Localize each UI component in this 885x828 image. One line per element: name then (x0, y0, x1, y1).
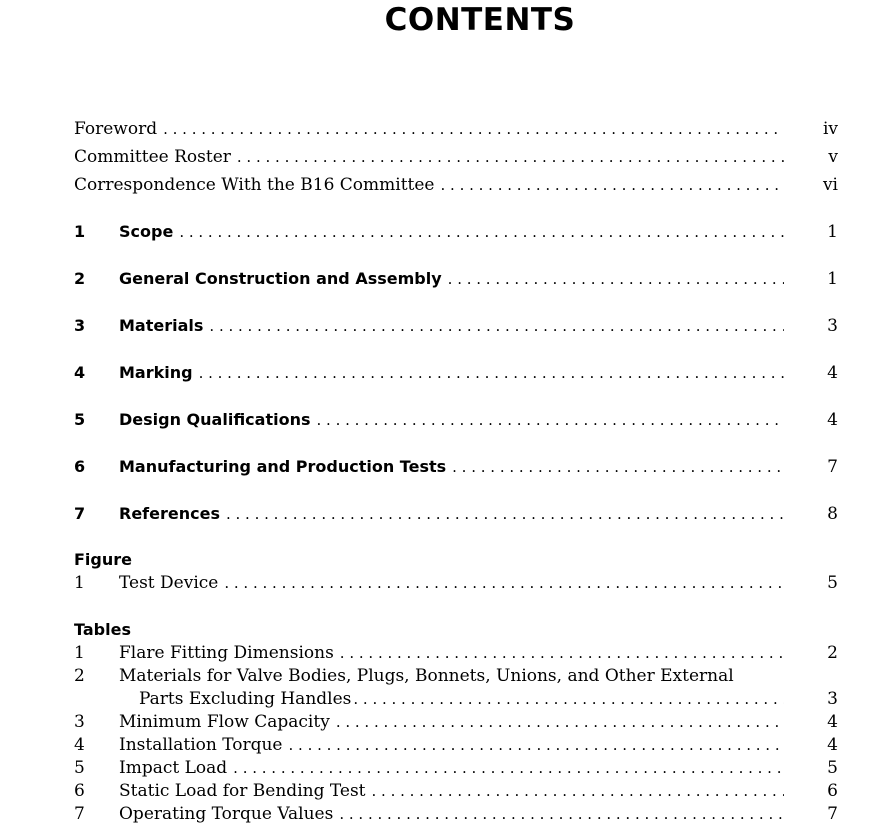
toc-table-label-continuation: Parts Excluding Handles (139, 689, 352, 709)
toc-entry-label: Committee Roster (74, 147, 231, 167)
toc-table-label: Minimum Flow Capacity (119, 712, 330, 732)
dot-leader (339, 802, 784, 826)
toc-section-number: 7 (74, 504, 86, 523)
toc-section-label: Scope (119, 222, 174, 241)
toc-table-page: 3 (827, 689, 838, 709)
toc-section-page: 4 (827, 410, 838, 430)
toc-entry-page: iv (822, 119, 838, 139)
toc-section-7[interactable] (74, 502, 838, 526)
dot-leader (317, 408, 785, 432)
dot-leader (179, 220, 784, 244)
dot-leader (226, 502, 784, 526)
toc-table-1[interactable] (74, 641, 838, 665)
dot-leader (372, 779, 785, 803)
dot-leader (336, 710, 784, 734)
dot-leader (353, 687, 784, 711)
toc-figure-number: 1 (74, 573, 85, 593)
toc-section-page: 1 (827, 222, 838, 242)
toc-entry-page: vi (822, 175, 838, 195)
toc-figure-page: 5 (827, 573, 838, 593)
dot-leader (163, 117, 784, 141)
toc-section-label: References (119, 504, 220, 523)
toc-section-page: 1 (827, 269, 838, 289)
dot-leader (448, 267, 784, 291)
toc-section-4[interactable] (74, 361, 838, 385)
toc-table-number: 6 (74, 781, 85, 801)
toc-table-number: 5 (74, 758, 85, 778)
toc-entry-correspondence[interactable] (74, 173, 838, 197)
toc-figure-label: Test Device (119, 573, 219, 593)
toc-table-5[interactable] (74, 756, 838, 780)
toc-table-label: Operating Torque Values (119, 804, 334, 824)
toc-section-page: 7 (827, 457, 838, 477)
toc-table-6[interactable] (74, 779, 838, 803)
toc-section-number: 6 (74, 457, 86, 476)
toc-section-2[interactable] (74, 267, 838, 291)
toc-table-page: 5 (827, 758, 838, 778)
toc-table-number: 1 (74, 643, 85, 663)
dot-leader (340, 641, 784, 665)
dot-leader (224, 571, 784, 595)
toc-entry-page: v (828, 147, 838, 167)
toc-section-number: 1 (74, 222, 86, 241)
toc-section-label: Design Qualifications (119, 410, 311, 429)
figures-heading: Figure (74, 550, 132, 569)
toc-table-page: 4 (827, 735, 838, 755)
toc-section-6[interactable] (74, 455, 838, 479)
toc-table-3[interactable] (74, 710, 838, 734)
toc-entry-label: Correspondence With the B16 Committee (74, 175, 435, 195)
toc-section-1[interactable] (74, 220, 838, 244)
toc-table-label: Impact Load (119, 758, 228, 778)
dot-leader (452, 455, 784, 479)
toc-table-number: 7 (74, 804, 85, 824)
tables-heading: Tables (74, 620, 131, 639)
toc-table-label: Installation Torque (119, 735, 283, 755)
toc-table-label: Materials for Valve Bodies, Plugs, Bonnets, Unions, and Other External (119, 666, 734, 686)
toc-section-number: 3 (74, 316, 86, 335)
page-title: CONTENTS (384, 2, 576, 38)
dot-leader (209, 314, 784, 338)
toc-section-5[interactable] (74, 408, 838, 432)
toc-section-label: Materials (119, 316, 204, 335)
toc-table-page: 4 (827, 712, 838, 732)
toc-section-3[interactable] (74, 314, 838, 338)
toc-table-page: 7 (827, 804, 838, 824)
dot-leader (441, 173, 785, 197)
toc-table-number: 2 (74, 666, 85, 686)
toc-section-number: 2 (74, 269, 86, 288)
toc-table-number: 3 (74, 712, 85, 732)
toc-entry-foreword[interactable] (74, 117, 838, 141)
toc-section-label: General Construction and Assembly (119, 269, 442, 288)
toc-section-label: Marking (119, 363, 193, 382)
toc-entry-committee-roster[interactable] (74, 145, 838, 169)
toc-table-2[interactable] (74, 664, 838, 688)
dot-leader (233, 756, 784, 780)
toc-section-page: 3 (827, 316, 838, 336)
toc-table-7[interactable] (74, 802, 838, 826)
toc-section-number: 4 (74, 363, 86, 382)
toc-table-label: Static Load for Bending Test (119, 781, 366, 801)
toc-section-number: 5 (74, 410, 86, 429)
toc-table-number: 4 (74, 735, 85, 755)
toc-figure-1[interactable] (74, 571, 838, 595)
dot-leader (199, 361, 784, 385)
toc-section-page: 4 (827, 363, 838, 383)
toc-section-label: Manufacturing and Production Tests (119, 457, 447, 476)
toc-table-label: Flare Fitting Dimensions (119, 643, 334, 663)
toc-table-page: 2 (827, 643, 838, 663)
dot-leader (289, 733, 785, 757)
toc-table-page: 6 (827, 781, 838, 801)
toc-section-page: 8 (827, 504, 838, 524)
toc-table-2-continuation[interactable] (139, 687, 838, 711)
dot-leader (237, 145, 784, 169)
toc-entry-label: Foreword (74, 119, 158, 139)
toc-table-4[interactable] (74, 733, 838, 757)
